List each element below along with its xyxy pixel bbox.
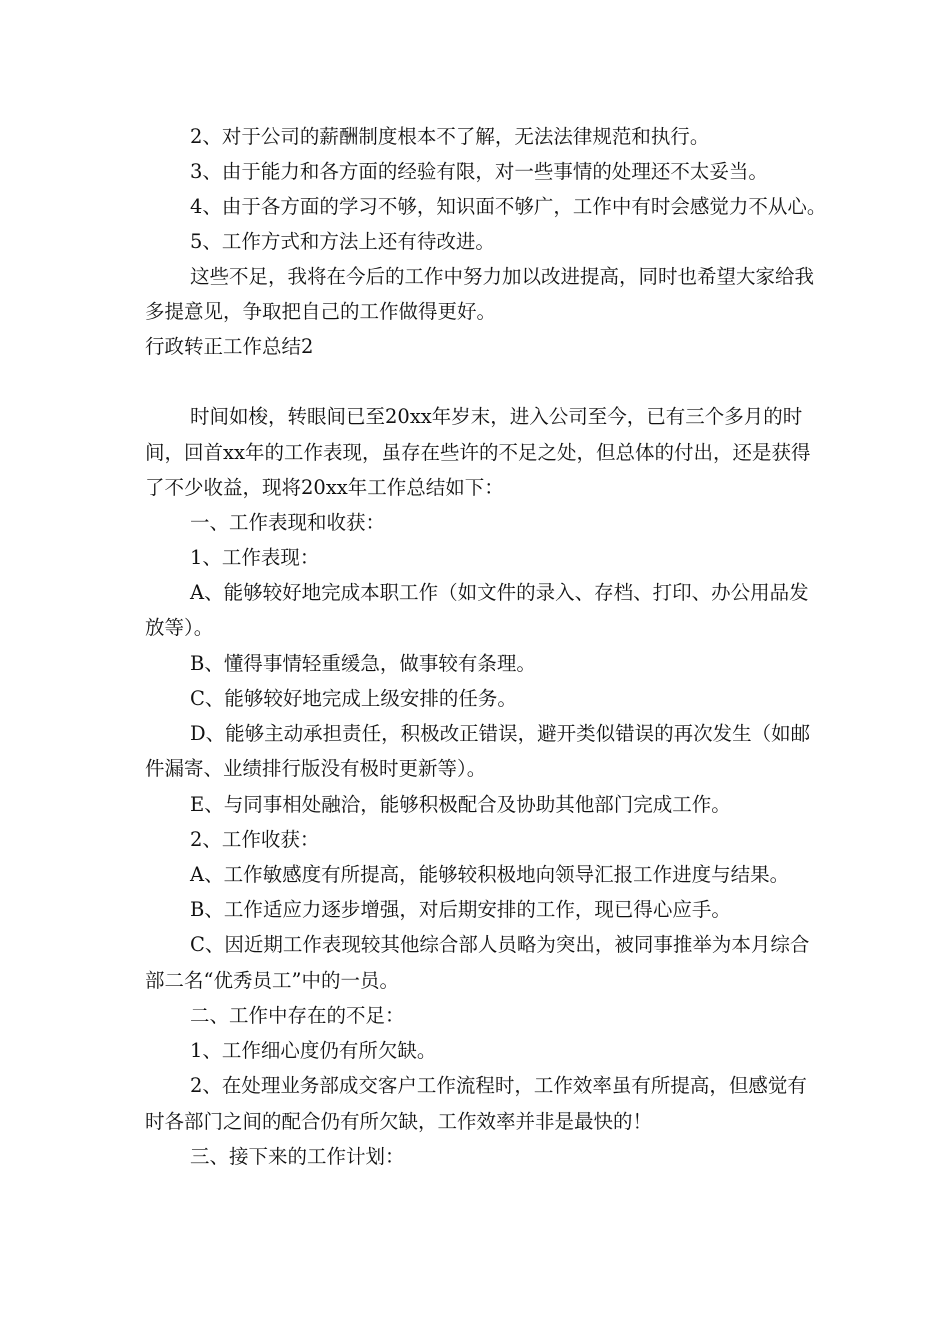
- list-item-line: 放等）。: [145, 616, 214, 639]
- heading-line: 2、工作收获：: [190, 828, 320, 851]
- section-title: 行政转正工作总结2: [145, 335, 314, 358]
- paragraph-line: 3、由于能力和各方面的经验有限，对一些事情的处理还不太妥当。: [190, 160, 768, 183]
- list-item-line: E、与同事相处融洽，能够积极配合及协助其他部门完成工作。: [190, 793, 731, 816]
- list-item-line: 部二名“优秀员工”中的一员。: [145, 969, 399, 992]
- heading-line: 一、工作表现和收获：: [190, 511, 386, 534]
- list-item-line: B、懂得事情轻重缓急，做事较有条理。: [190, 652, 536, 675]
- list-item-line: A、工作敏感度有所提高，能够较积极地向领导汇报工作进度与结果。: [190, 863, 790, 886]
- list-item-line: B、工作适应力逐步增强，对后期安排的工作，现已得心应手。: [190, 898, 731, 921]
- paragraph-line: 这些不足，我将在今后的工作中努力加以改进提高，同时也希望大家给我: [190, 265, 815, 288]
- heading-line: 二、工作中存在的不足：: [190, 1004, 405, 1027]
- list-item-line: 1、工作细心度仍有所欠缺。: [190, 1039, 437, 1062]
- list-item-line: 时各部门之间的配合仍有所欠缺，工作效率并非是最快的！: [145, 1110, 653, 1133]
- list-item-line: A、能够较好地完成本职工作（如文件的录入、存档、打印、办公用品发: [190, 581, 809, 604]
- list-item-line: 件漏寄、业绩排行版没有极时更新等）。: [145, 757, 487, 780]
- paragraph-line: 了不少收益，现将20xx年工作总结如下：: [145, 476, 504, 499]
- heading-line: 1、工作表现：: [190, 546, 320, 569]
- paragraph-line: 时间如梭，转眼间已至20xx年岁末，进入公司至今，已有三个多月的时: [190, 405, 803, 428]
- paragraph-line: 2、对于公司的薪酬制度根本不了解，无法法律规范和执行。: [190, 125, 710, 148]
- heading-line: 三、接下来的工作计划：: [190, 1145, 405, 1168]
- paragraph-line: 4、由于各方面的学习不够，知识面不够广，工作中有时会感觉力不从心。: [190, 195, 827, 218]
- list-item-line: D、能够主动承担责任，积极改正错误，避开类似错误的再次发生（如邮: [190, 722, 811, 745]
- paragraph-line: 多提意见，争取把自己的工作做得更好。: [145, 300, 497, 323]
- list-item-line: C、能够较好地完成上级安排的任务。: [190, 687, 517, 710]
- list-item-line: 2、在处理业务部成交客户工作流程时，工作效率虽有所提高，但感觉有: [190, 1074, 807, 1097]
- paragraph-line: 间，回首xx年的工作表现，虽存在些许的不足之处，但总体的付出，还是获得: [145, 441, 811, 464]
- paragraph-line: 5、工作方式和方法上还有待改进。: [190, 230, 495, 253]
- list-item-line: C、因近期工作表现较其他综合部人员略为突出，被同事推举为本月综合: [190, 933, 810, 956]
